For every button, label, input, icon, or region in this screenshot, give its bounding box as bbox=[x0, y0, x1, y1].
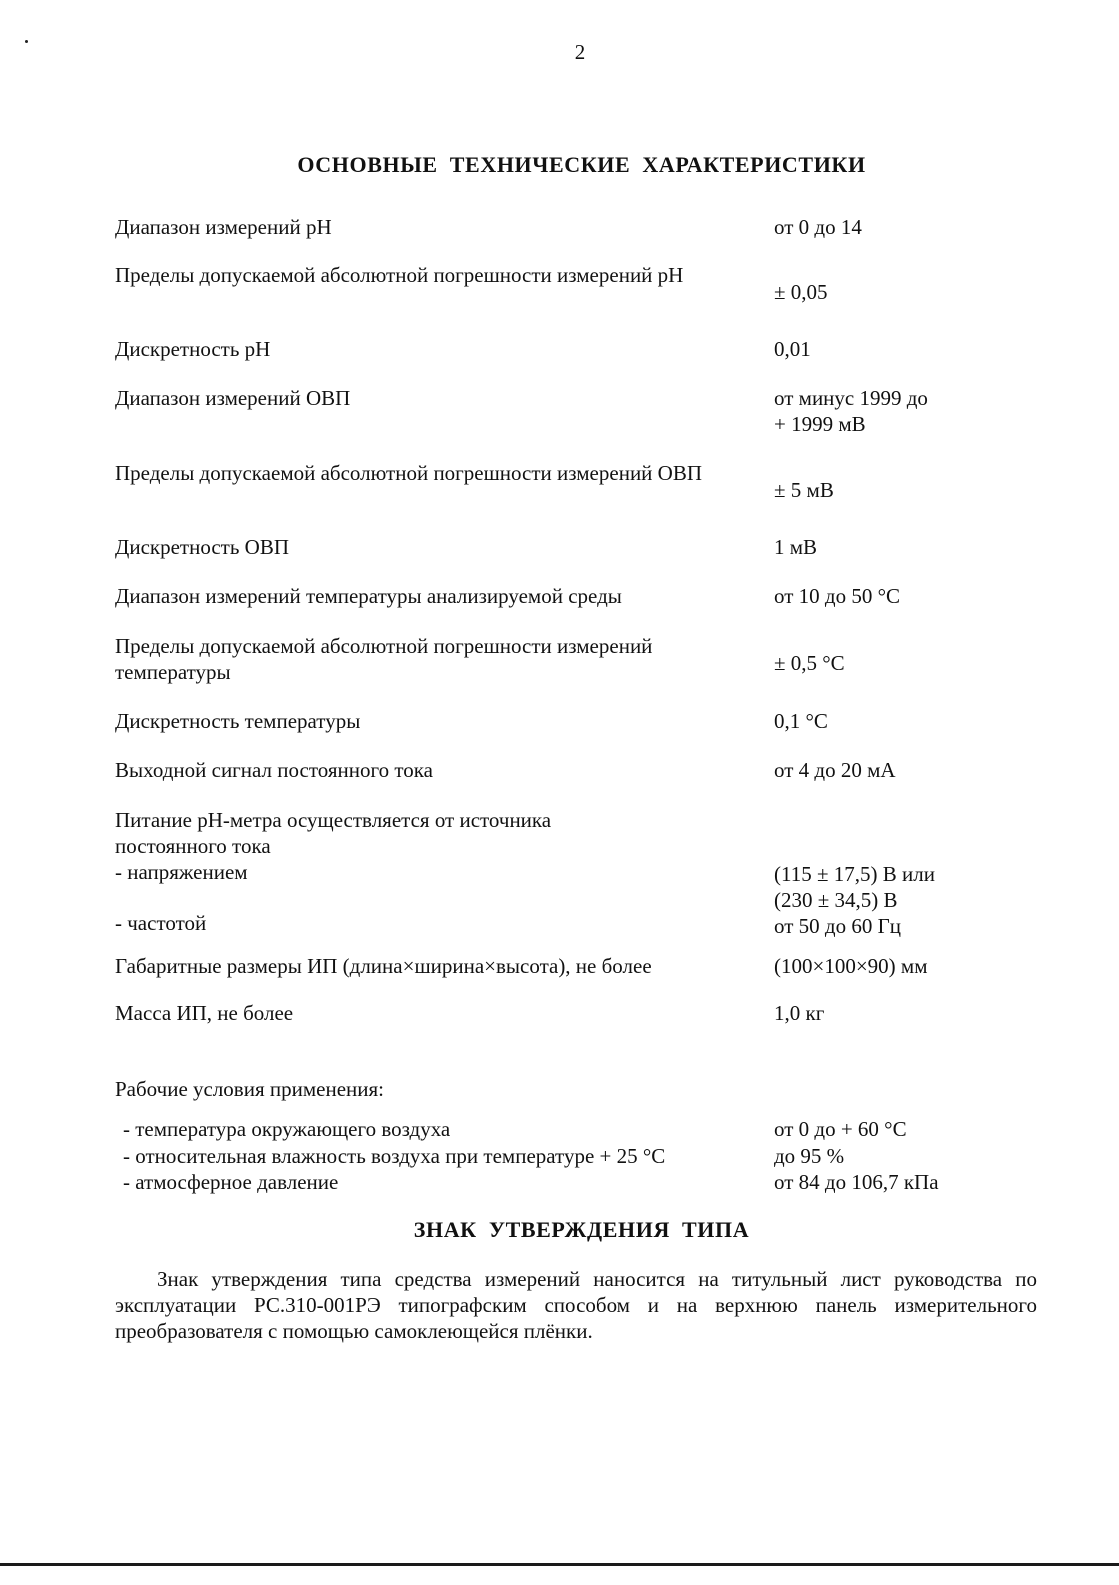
spec-value: ± 0,5 °С bbox=[774, 651, 845, 675]
condition-label: - атмосферное давление bbox=[123, 1170, 339, 1194]
bottom-border-line bbox=[0, 1563, 1119, 1566]
spec-label: Дискретность pH bbox=[115, 337, 271, 361]
spec-value: 1 мВ bbox=[774, 535, 818, 559]
spec-label: Диапазон измерений температуры анализируемой среды bbox=[115, 584, 622, 608]
spec-value: ± 5 мВ bbox=[774, 478, 834, 502]
specs-heading: ОСНОВНЫЕ ТЕХНИЧЕСКИЕ ХАРАКТЕРИСТИКИ bbox=[297, 152, 866, 177]
approval-paragraph: Знак утверждения типа средства измерений наносится на титульный лист руководства по эксплуатации РС.310-001РЭ типографским способом и на верхнюю панель измерительного преобразователя с помощью самоклеющейся плёнки. bbox=[115, 1267, 1037, 1343]
spec-label: Диапазон измерений ОВП bbox=[115, 386, 351, 410]
condition-value: от 84 до 106,7 кПа bbox=[774, 1170, 939, 1194]
conditions-title-text: Рабочие условия применения: bbox=[115, 1077, 384, 1101]
page-number: 2 bbox=[574, 40, 586, 64]
frequency-value: от 50 до 60 Гц bbox=[774, 914, 901, 938]
approval-heading: ЗНАК УТВЕРЖДЕНИЯ ТИПА bbox=[413, 1217, 750, 1242]
spec-value: (100×100×90) мм bbox=[774, 954, 928, 978]
power-block bbox=[115, 807, 995, 937]
spec-value: 0,01 bbox=[774, 337, 811, 361]
spec-value: от минус 1999 до + 1999 мВ bbox=[774, 386, 928, 436]
spec-label: Дискретность температуры bbox=[115, 709, 361, 733]
spec-label: Дискретность ОВП bbox=[115, 535, 290, 559]
spec-label: Пределы допускаемой абсолютной погрешности измерений pH bbox=[115, 263, 684, 287]
power-label: Питание pH-метра осуществляется от источника постоянного тока bbox=[115, 808, 552, 858]
spec-label: Габаритные размеры ИП (длина×ширина×высота), не более bbox=[115, 954, 652, 978]
spec-label: Выходной сигнал постоянного тока bbox=[115, 758, 433, 782]
condition-value: до 95 % bbox=[774, 1144, 845, 1168]
condition-label: - относительная влажность воздуха при температуре + 25 °С bbox=[123, 1144, 666, 1168]
voltage-value: (115 ± 17,5) В или (230 ± 34,5) В bbox=[774, 862, 935, 912]
spec-value: от 4 до 20 мА bbox=[774, 758, 896, 782]
spec-label: Пределы допускаемой абсолютной погрешности измерений температуры bbox=[115, 634, 653, 684]
spec-label: Диапазон измерений pH bbox=[115, 215, 332, 239]
spec-value: 0,1 °С bbox=[774, 709, 828, 733]
condition-value: от 0 до + 60 °С bbox=[774, 1117, 907, 1141]
spec-value: от 10 до 50 °С bbox=[774, 584, 900, 608]
spec-value: от 0 до 14 bbox=[774, 215, 862, 239]
condition-label: - температура окружающего воздуха bbox=[123, 1117, 451, 1141]
spec-value: 1,0 кг bbox=[774, 1001, 825, 1025]
voltage-label: - напряжением bbox=[115, 860, 248, 884]
frequency-label: - частотой bbox=[115, 911, 207, 935]
spec-value: ± 0,05 bbox=[774, 280, 828, 304]
spec-label: Масса ИП, не более bbox=[115, 1001, 294, 1025]
spec-label: Пределы допускаемой абсолютной погрешности измерений ОВП bbox=[115, 461, 703, 485]
